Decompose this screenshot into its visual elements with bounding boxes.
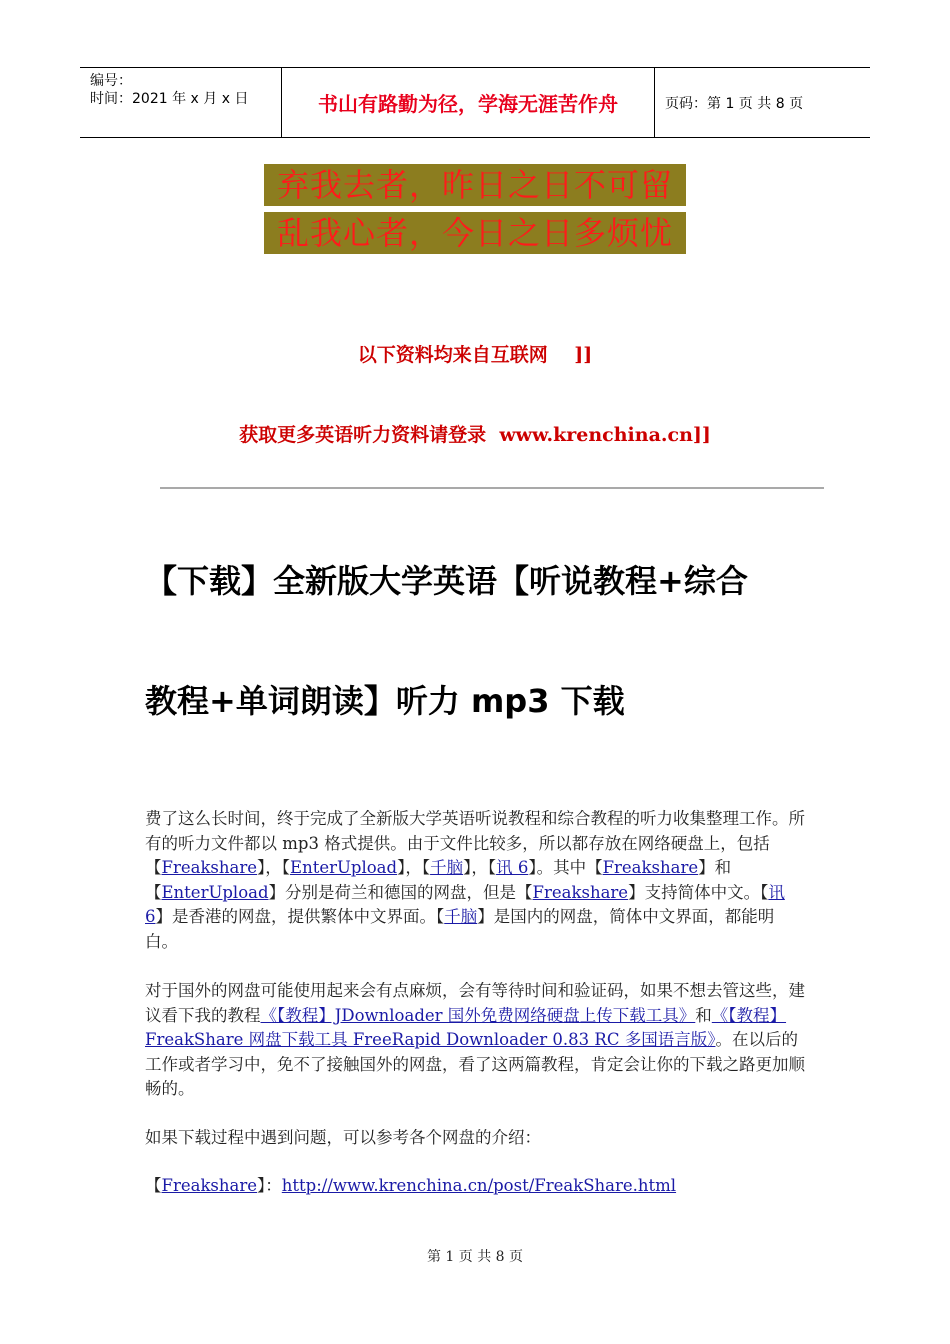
text-span: 和 (695, 1005, 712, 1025)
source-note: 以下资料均来自互联网 ]] (357, 344, 593, 366)
text-span: 】分别是荷兰和德国的网盘，但是【 (268, 882, 533, 902)
paragraph-freakshare-intro (145, 1174, 805, 1199)
paragraph-tutorials (145, 979, 805, 1102)
text-span: 】： (257, 1176, 282, 1195)
link-freakshare[interactable]: Freakshare (161, 858, 258, 877)
text-span: 】，【 (257, 858, 291, 877)
text-span: 【 (145, 1176, 162, 1195)
link-freakshare[interactable]: Freakshare (532, 882, 629, 902)
banner-line-2: 乱我心者，今日之日多烦忧 (264, 212, 686, 254)
text-span: 】支持简体中文。【 (628, 882, 769, 902)
motto: 书山有路勤为径，学海无涯苦作舟 (282, 68, 655, 137)
page-info: 页码：第 1 页 共 8 页 (665, 95, 804, 112)
link-qiannao[interactable]: 千脑 (444, 907, 478, 926)
link-xun6[interactable]: 讯 6 (496, 858, 529, 877)
article-title-line-1: 【下载】全新版大学英语【听说教程+综合 (145, 562, 748, 600)
paragraph-help: 如果下载过程中遇到问题，可以参考各个网盘的介绍： (145, 1128, 541, 1147)
text-span: 】，【 (397, 858, 431, 877)
header-table (80, 67, 870, 138)
date-label: 时间：2021 年 x 月 x 日 (90, 91, 249, 107)
link-xun6[interactable]: 讯 6 (145, 882, 785, 926)
link-enterupload[interactable]: EnterUpload (161, 882, 269, 902)
text-span: 】。其中【 (528, 858, 603, 877)
text-span: 】，【 (463, 858, 497, 877)
link-freerapid-tutorial[interactable]: 《【教程】FreakShare 网盘下载工具 FreeRapid Downloader 0.83 RC 多国语言版》 (145, 1005, 787, 1049)
link-freakshare[interactable]: Freakshare (161, 1176, 258, 1195)
website-note: 获取更多英语听力资料请登录 www.krenchina.cn]] (239, 424, 711, 446)
link-freakshare-url[interactable]: http://www.krenchina.cn/post/FreakShare.html (281, 1176, 677, 1195)
header-left-cell (80, 68, 282, 137)
number-label: 编号： (90, 73, 132, 89)
banner-line-1: 弃我去者，昨日之日不可留 (264, 164, 686, 206)
text-span: 】是香港的网盘，提供繁体中文界面。【 (155, 907, 445, 926)
article-title-line-2: 教程+单词朗读】听力 mp3 下载 (145, 682, 625, 720)
text-span: 】是国内的网盘，简体中文界面，都能明白。 (145, 907, 775, 951)
horizontal-divider (160, 487, 824, 489)
text-span: 费了这么长时间，终于完成了全新版大学英语听说教程和综合教程的听力收集整理工作。所有的听力文件都以 mp3 格式提供。由于文件比较多，所以都存放在网络硬盘上，包括【 (145, 809, 805, 877)
link-freakshare[interactable]: Freakshare (602, 858, 699, 877)
text-span: 。在以后的工作或者学习中，免不了接触国外的网盘，看了这两篇教程，肯定会让你的下载之路更加顺畅的。 (145, 1030, 805, 1098)
text-span: 对于国外的网盘可能使用起来会有点麻烦，会有等待时间和验证码，如果不想去管这些，建议看下我的教程 (145, 981, 805, 1025)
link-qiannao[interactable]: 千脑 (430, 858, 464, 877)
link-enterupload[interactable]: EnterUpload (290, 858, 398, 877)
page-footer: 第 1 页 共 8 页 (426, 1249, 524, 1265)
text-span: 】和【 (145, 858, 732, 902)
paragraph-intro (145, 807, 805, 954)
link-jdownloader-tutorial[interactable]: 《【教程】JDownloader 国外免费网络硬盘上传下载工具》 (260, 1005, 696, 1025)
